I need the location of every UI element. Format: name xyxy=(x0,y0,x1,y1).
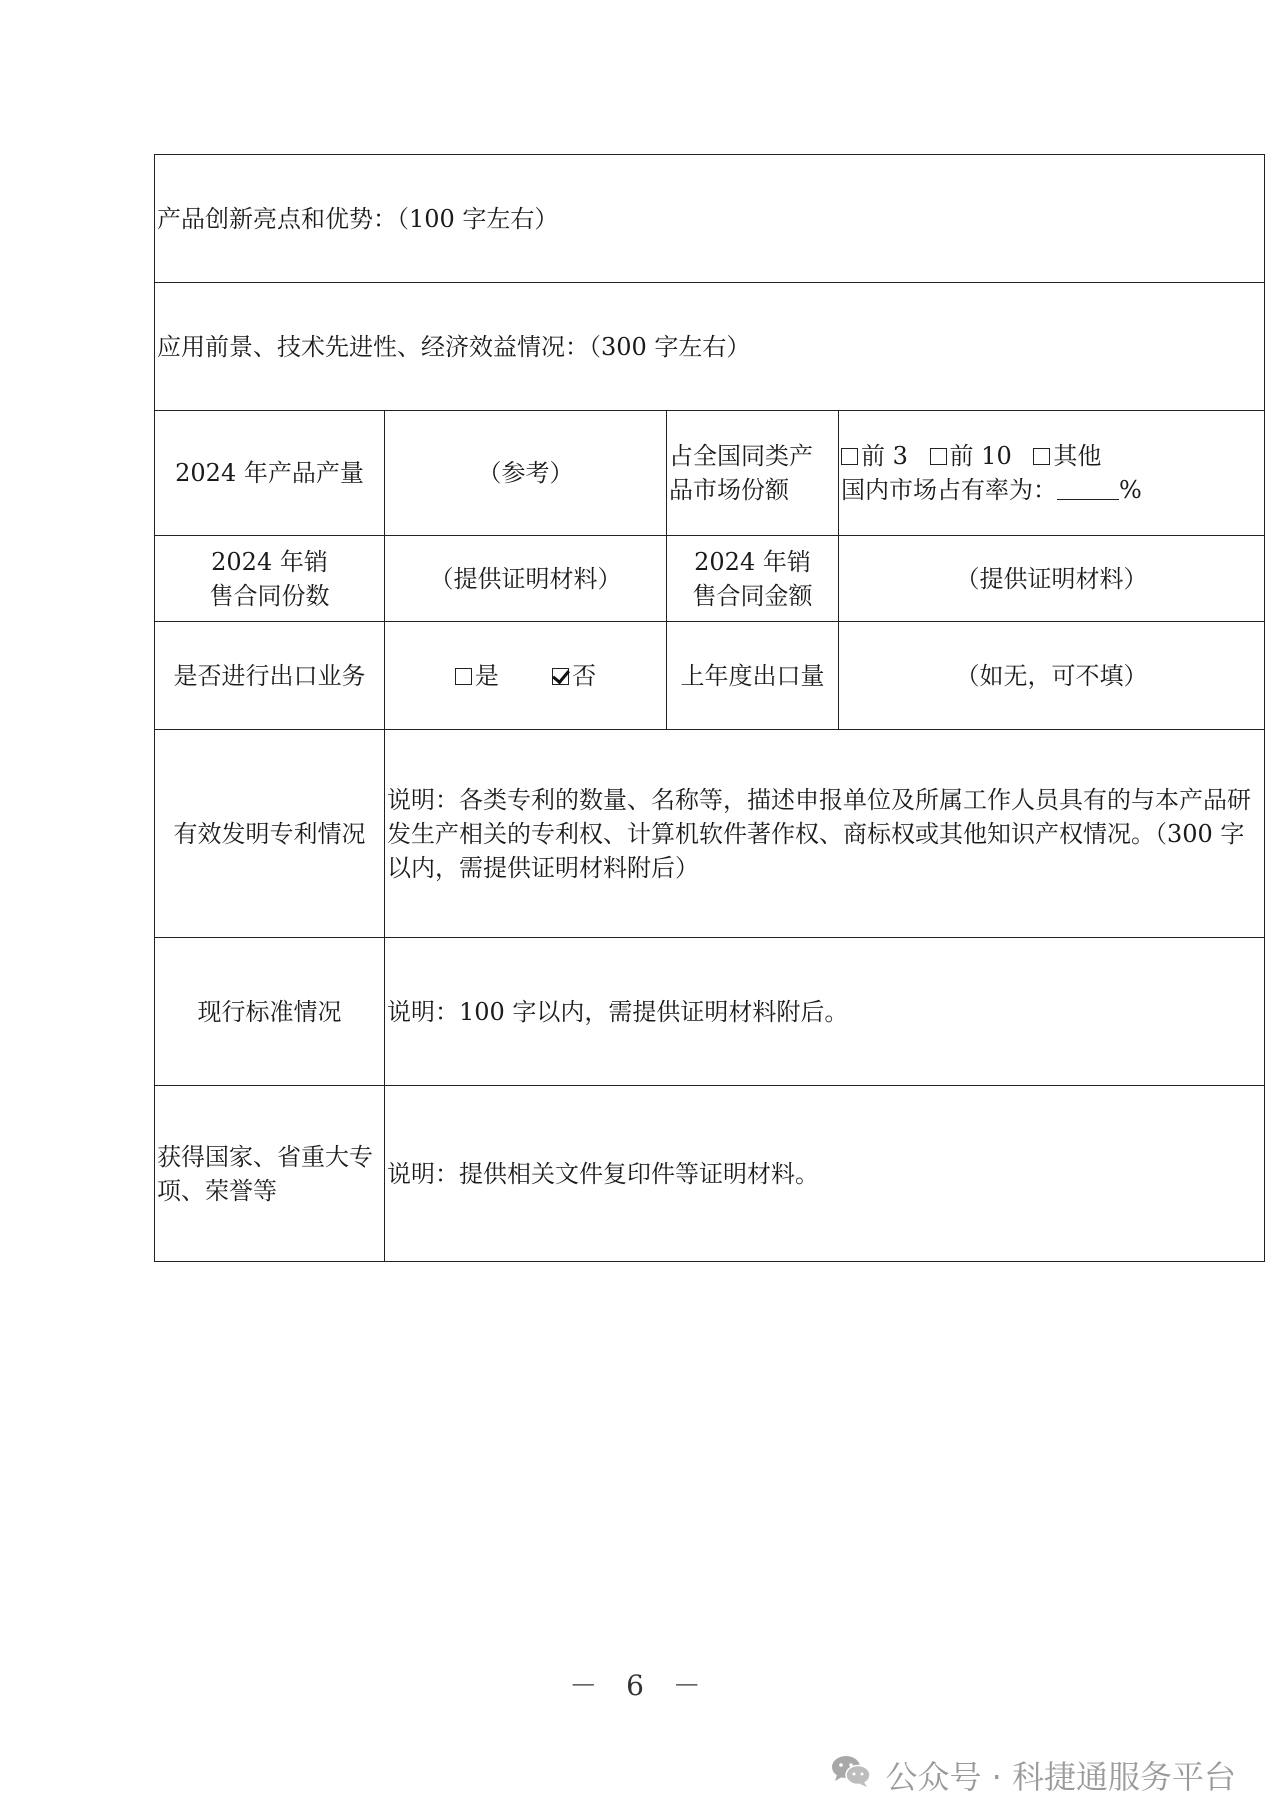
export-choice xyxy=(385,622,667,730)
honor-field[interactable]: 说明：提供相关文件复印件等证明材料。 xyxy=(385,1086,1265,1262)
sales-amount-field[interactable]: （提供证明材料） xyxy=(839,536,1265,622)
standard-label: 现行标准情况 xyxy=(155,938,385,1086)
option-yes-label: 是 xyxy=(474,661,499,690)
checkbox-no[interactable] xyxy=(552,668,569,685)
checkbox-top3[interactable] xyxy=(841,448,858,465)
market-share-field xyxy=(839,411,1265,536)
checkbox-yes[interactable] xyxy=(455,668,472,685)
output-value-field[interactable]: （参考） xyxy=(385,411,667,536)
innovation-field[interactable]: 产品创新亮点和优势：（100 字左右） xyxy=(155,155,1265,283)
option-top10-label: 前 10 xyxy=(949,442,1012,470)
watermark xyxy=(831,1752,1236,1798)
standard-field[interactable]: 说明：100 字以内，需提供证明材料附后。 xyxy=(385,938,1265,1086)
sales-count-field[interactable]: （提供证明材料） xyxy=(385,536,667,622)
prospect-field[interactable]: 应用前景、技术先进性、经济效益情况：（300 字左右） xyxy=(155,283,1265,411)
sales-count-label: 2024 年销售合同份数 xyxy=(155,536,385,622)
option-top3-label: 前 3 xyxy=(861,442,908,470)
page-number: － 6 － xyxy=(569,1669,711,1702)
market-share-label: 占全国同类产品市场份额 xyxy=(667,411,839,536)
honor-label: 获得国家、省重大专项、荣誉等 xyxy=(155,1086,385,1262)
output-label: 2024 年产品产量 xyxy=(155,411,385,536)
export-volume-field[interactable]: （如无，可不填） xyxy=(839,622,1265,730)
export-label: 是否进行出口业务 xyxy=(155,622,385,730)
export-volume-label: 上年度出口量 xyxy=(667,622,839,730)
rate-suffix: % xyxy=(1119,476,1142,504)
rate-input[interactable] xyxy=(1057,477,1119,500)
option-no-label: 否 xyxy=(572,661,597,690)
application-form-table xyxy=(154,154,1265,1262)
option-other-label: 其他 xyxy=(1053,442,1102,470)
rate-prefix: 国内市场占有率为： xyxy=(841,476,1057,504)
patent-field[interactable]: 说明：各类专利的数量、名称等，描述申报单位及所属工作人员具有的与本产品研发生产相关的专利权、计算机软件著作权、商标权或其他知识产权情况。（300 字以内，需提供证明材料附后） xyxy=(385,730,1265,938)
patent-label: 有效发明专利情况 xyxy=(155,730,385,938)
checkbox-other[interactable] xyxy=(1033,448,1050,465)
watermark-text: 公众号 · 科捷通服务平台 xyxy=(885,1758,1236,1796)
sales-amount-label: 2024 年销售合同金额 xyxy=(667,536,839,622)
checkbox-top10[interactable] xyxy=(930,448,947,465)
wechat-icon xyxy=(831,1754,871,1796)
